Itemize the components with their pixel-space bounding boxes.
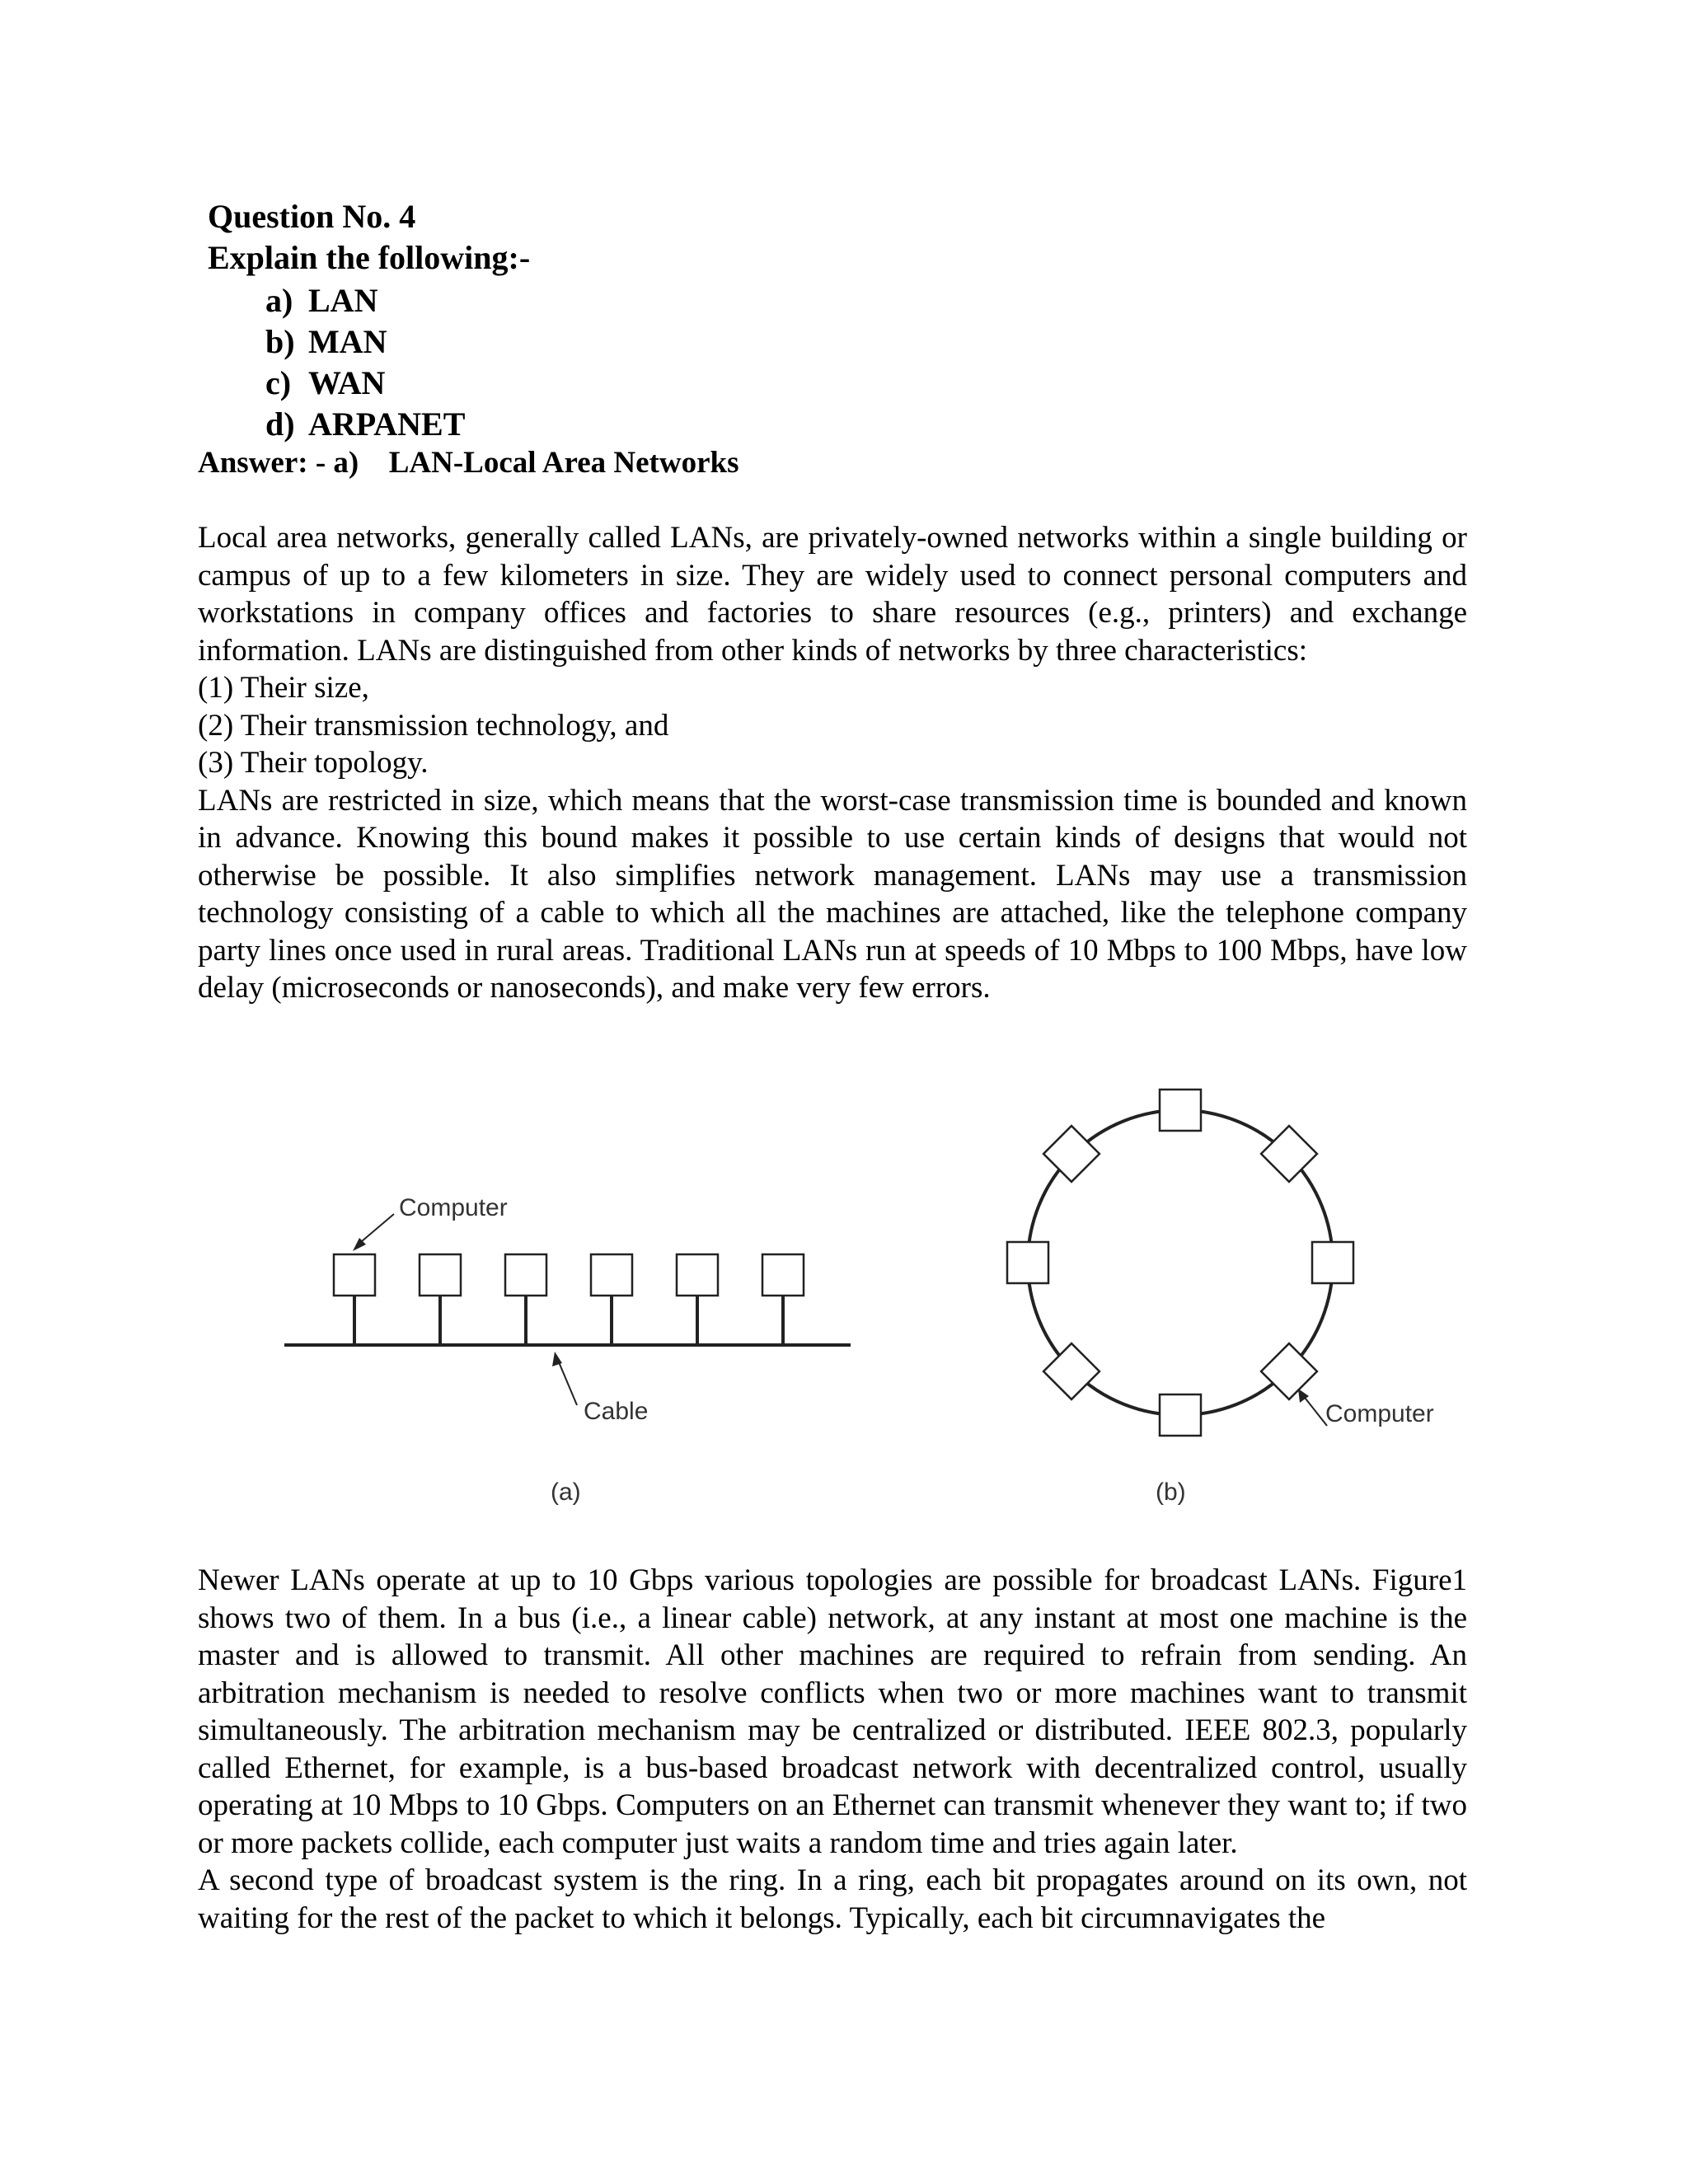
option-text: WAN bbox=[308, 364, 386, 401]
answer-title: LAN-Local Area Networks bbox=[388, 446, 739, 480]
option-text: MAN bbox=[308, 323, 387, 360]
lan-body: LANs are restricted in size, which means that the worst-case transmission time is bounded and known in advance. Knowing this bound makes it possible to use certain kinds of designs that would not otherwise be possible. It also simplifies network management. LANs may use a transmission technology consisting of a cable to which all the machines are attached, like the telephone company party lines once used in rural areas. Traditional LANs run at speeds of 10 Mbps to 100 Mbps, have low delay (microseconds or nanoseconds), and make very few errors. bbox=[198, 783, 1467, 1005]
question-options bbox=[265, 280, 465, 445]
characteristic-item: (2) Their transmission technology, and bbox=[198, 708, 669, 743]
ring-computer bbox=[1312, 1242, 1353, 1283]
ring-computer bbox=[1043, 1343, 1100, 1399]
ring-caption: (b) bbox=[1156, 1479, 1186, 1506]
ring-paragraph: A second type of broadcast system is the ring. In a ring, each bit propagates around on its own, not waiting for the rest of the packet to which it belongs. Typically, each bit circumnavigates the bbox=[198, 1863, 1467, 1935]
ring-computer bbox=[1007, 1242, 1048, 1283]
bus-caption: (a) bbox=[551, 1479, 581, 1506]
characteristic-item: (3) Their topology. bbox=[198, 746, 429, 780]
broadcast-description bbox=[198, 1562, 1467, 1937]
question-number: Question No. 4 bbox=[208, 198, 416, 235]
answer-heading bbox=[198, 445, 739, 480]
bus-computer bbox=[762, 1254, 804, 1345]
ring-computer bbox=[1160, 1090, 1201, 1131]
ring-computer-label: Computer bbox=[1325, 1400, 1434, 1427]
option-text: LAN bbox=[308, 282, 378, 319]
lan-description bbox=[198, 519, 1467, 1007]
bus-computer bbox=[334, 1254, 375, 1345]
option-letter: c) bbox=[265, 364, 292, 401]
ring-computer bbox=[1160, 1394, 1201, 1436]
bus-computer bbox=[505, 1254, 546, 1345]
ring-computer bbox=[1261, 1126, 1317, 1182]
bus-computer bbox=[591, 1254, 632, 1345]
ring-computer bbox=[1261, 1343, 1317, 1399]
option-letter: b) bbox=[265, 323, 295, 360]
bus-computer bbox=[420, 1254, 461, 1345]
topology-figure bbox=[0, 1055, 1688, 1549]
option-text: ARPANET bbox=[308, 405, 466, 443]
option-letter: a) bbox=[265, 282, 293, 319]
option-b bbox=[265, 321, 465, 363]
bus-paragraph: Newer LANs operate at up to 10 Gbps various topologies are possible for broadcast LANs. Figure1 shows two of them. In a bus (i.e., a linear cable) network, at any instant at most one machine is the master and is allowed to transmit. All other machines are required to refrain from sending. An arbitration mechanism is needed to resolve conflicts when two or more machines want to transmit simultaneously. The arbitration mechanism may be centralized or distributed. IEEE 802.3, popularly called Ethernet, for example, is a bus-based broadcast network with decentralized control, usually operating at 10 Mbps to 10 Gbps. Computers on an Ethernet can transmit whenever they want to; if two or more packets collide, each computer just waits a random time and tries again later. bbox=[198, 1563, 1467, 1860]
option-d bbox=[265, 404, 465, 445]
ring-computer bbox=[1043, 1126, 1100, 1182]
arrow-head-icon bbox=[552, 1352, 562, 1366]
question-prompt: Explain the following:- bbox=[208, 239, 531, 276]
ring-topology-diagram bbox=[1007, 1090, 1353, 1436]
bus-cable-pointer bbox=[557, 1358, 577, 1405]
answer-prefix: Answer: - a) bbox=[198, 446, 359, 480]
characteristic-item: (1) Their size, bbox=[198, 671, 369, 705]
bus-topology-diagram bbox=[284, 1214, 851, 1405]
lan-intro: Local area networks, generally called LANs, are privately-owned networks within a single building or campus of up to a few kilometers in size. They are widely used to connect personal computers and workstations in company offices and factories to share resources (e.g., printers) and exchange information. LANs are distinguished from other kinds of networks by three characteristics: bbox=[198, 521, 1467, 668]
option-letter: d) bbox=[265, 405, 295, 443]
bus-cable-label: Cable bbox=[584, 1398, 649, 1425]
bus-computer-label: Computer bbox=[399, 1194, 508, 1221]
bus-computer bbox=[677, 1254, 718, 1345]
option-a bbox=[265, 280, 465, 321]
option-c bbox=[265, 363, 465, 404]
ring-computer-pointer bbox=[1302, 1394, 1327, 1426]
